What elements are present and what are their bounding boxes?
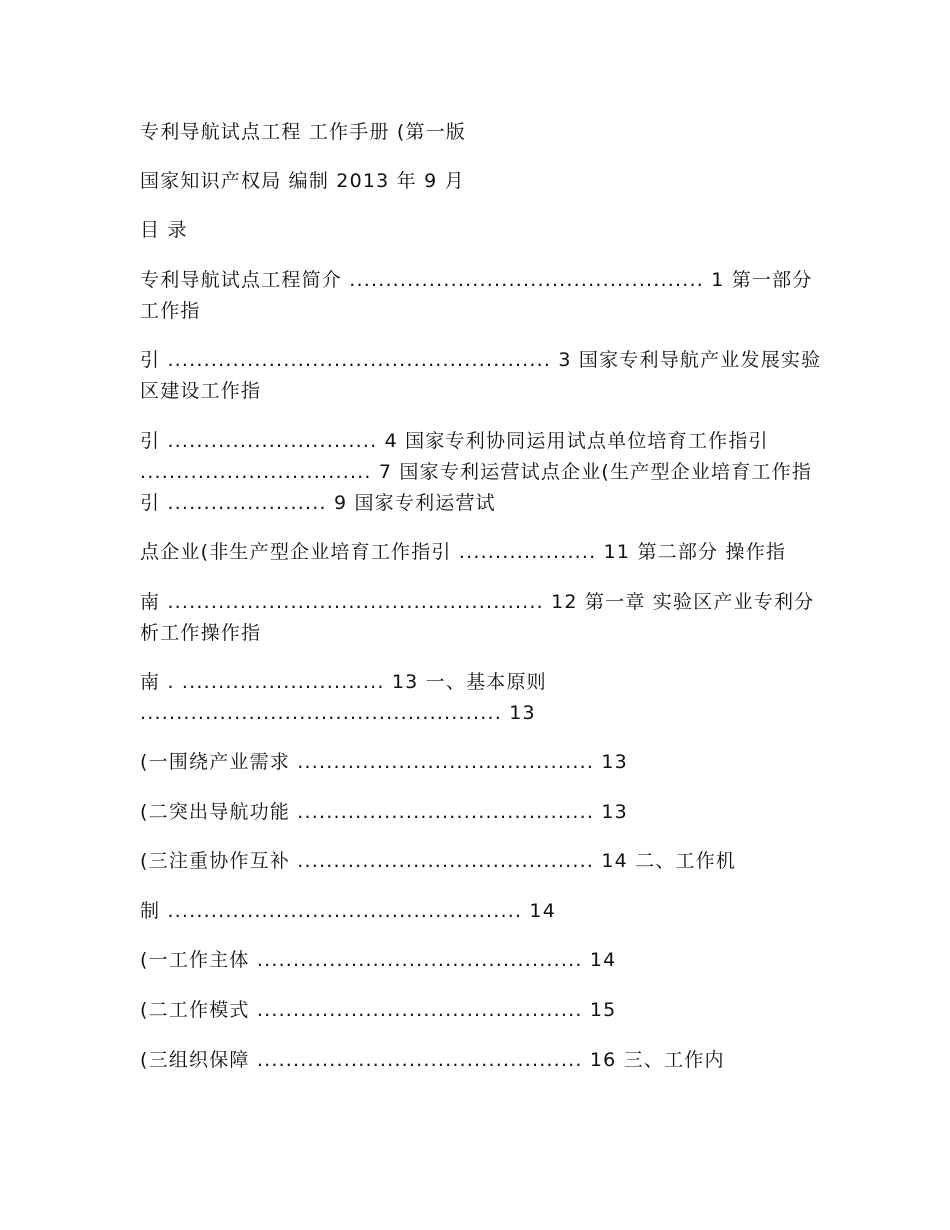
toc-entry: (二突出导航功能 ......................................... 13: [140, 801, 628, 823]
toc-entry: (三注重协作互补 ......................................... 14 二、工作机: [140, 850, 737, 872]
toc-entry: (二工作模式 ............................................. 15: [140, 999, 617, 1021]
toc-entry: 制 ................................................. 14: [140, 900, 556, 922]
toc-entry: 南 . ............................ 13 一、基本原则 .................................................. 13: [140, 671, 555, 724]
toc-entry: 引 ..................................................... 3 国家专利导航产业发展实验区建设工作指: [140, 349, 822, 402]
document-title: 专利导航试点工程 工作手册 (第一版: [140, 121, 467, 143]
toc-entry: (三组织保障 ............................................. 16 三、工作内: [140, 1049, 725, 1071]
toc-entry: 引 ............................. 4 国家专利协同运用试点单位培育工作指引 ................................ 7 国家专利运营试点企业(生产型企业培育工作指引 ...................... 9 国家专利运营试: [140, 430, 813, 514]
toc-entry: 专利导航试点工程简介 ................................................. 1 第一部分 工作指: [140, 269, 820, 322]
publisher-line: 国家知识产权局 编制 2013 年 9 月: [140, 170, 465, 192]
toc-heading: 目 录: [140, 219, 188, 241]
toc-entry: 点企业(非生产型企业培育工作指引 ................... 11 第二部分 操作指: [140, 541, 787, 563]
toc-entry: 南 .................................................... 12 第一章 实验区产业专利分析工作操作指: [140, 591, 815, 644]
toc-entry: (一工作主体 ............................................. 14: [140, 949, 617, 971]
toc-entry: (一围绕产业需求 ......................................... 13: [140, 751, 628, 773]
